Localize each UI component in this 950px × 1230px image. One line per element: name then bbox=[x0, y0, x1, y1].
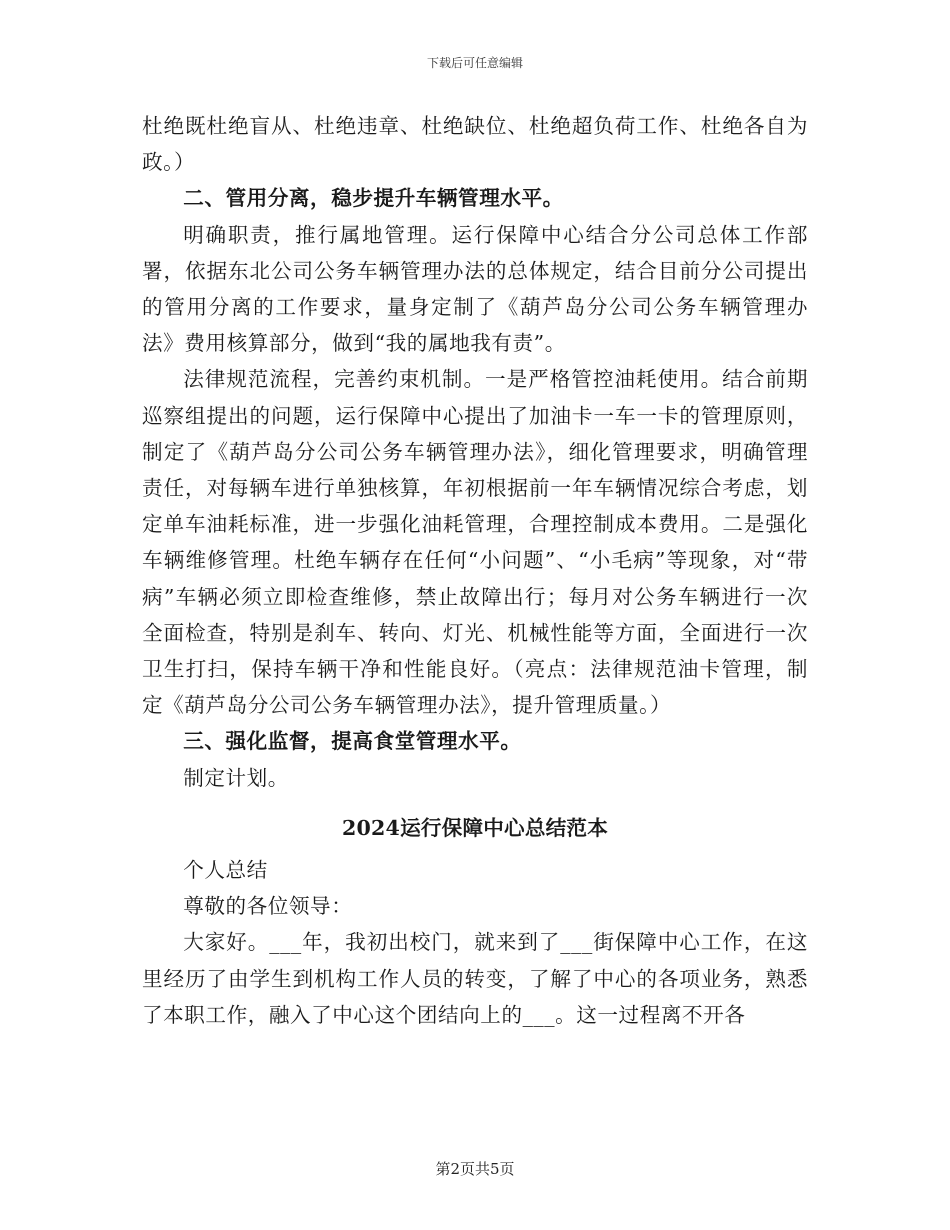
paragraph-responsibilities: 明确职责，推行属地管理。运行保障中心结合分公司总体工作部署，依据东北公司公务车辆管理办法的总体规定，结合目前分公司提出的管用分离的工作要求，量身定制了《葫芦岛分公司公务车辆管理办法》费用核算部分，做到“我的属地我有责”。 bbox=[142, 222, 808, 356]
section-heading-2: 二、管用分离，稳步提升车辆管理水平。 bbox=[183, 186, 564, 211]
page-number: 第2页共5页 bbox=[435, 1160, 515, 1178]
page-header: 下载后可任意编辑 bbox=[426, 56, 523, 70]
paragraph-salutation: 尊敬的各位领导： bbox=[183, 894, 353, 919]
document-body bbox=[142, 108, 808, 1033]
paragraph-plan: 制定计划。 bbox=[183, 765, 289, 790]
paragraph-continuation: 杜绝既杜绝盲从、杜绝违章、杜绝缺位、杜绝超负荷工作、杜绝各自为政。） bbox=[142, 114, 808, 175]
paragraph-standards: 法律规范流程，完善约束机制。一是严格管控油耗使用。结合前期巡察组提出的问题，运行保障中心提出了加油卡一车一卡的管理原则，制定了《葫芦岛分公司公务车辆管理办法》，细化管理要求，明确管理责任，对每辆车进行单独核算，年初根据前一年车辆情况综合考虑，划定单车油耗标准，进一步强化油耗管理，合理控制成本费用。二是强化车辆维修管理。杜绝车辆存在任何“小问题”、“小毛病”等现象，对“带病”车辆必须立即检查维修，禁止故障出行；每月对公务车辆进行一次全面检查，特别是刹车、转向、灯光、机械性能等方面，全面进行一次卫生打扫，保持车辆干净和性能良好。（亮点：法律规范油卡管理，制定《葫芦岛分公司公务车辆管理办法》，提升管理质量。） bbox=[142, 367, 808, 718]
section-heading-3: 三、强化监督，提高食堂管理水平。 bbox=[183, 729, 522, 754]
document-title: 2024运行保障中心总结范本 bbox=[341, 815, 609, 840]
paragraph-personal-summary: 个人总结 bbox=[183, 858, 268, 883]
paragraph-greeting: 大家好。___年，我初出校门，就来到了___街保障中心工作，在这里经历了由学生到机构工作人员的转变，了解了中心的各项业务，熟悉了本职工作，融入了中心这个团结向上的___。这一过程离不开各 bbox=[142, 930, 808, 1027]
